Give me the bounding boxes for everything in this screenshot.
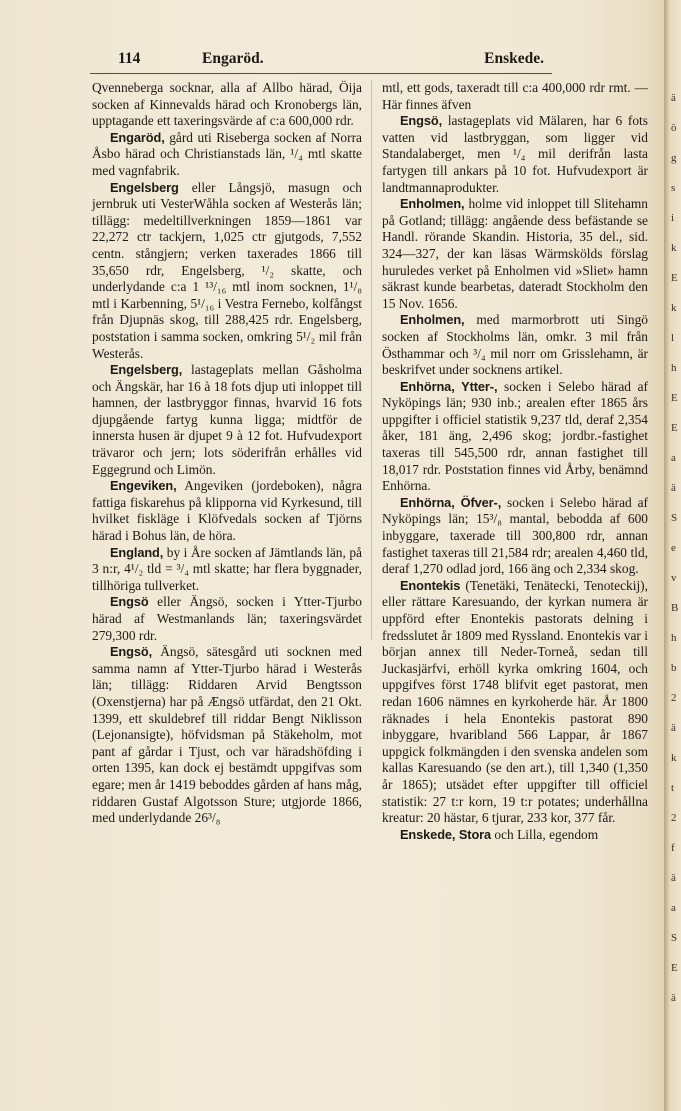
page-number: 114 <box>118 50 141 67</box>
entry-headword: Engsö, <box>400 113 443 129</box>
entry-text: socken i Selebo härad af Nyköpings län; 15³/₈ mantal, bebodda af 600 inbyggare, taxerade till 300,800 rdr, annan fastighet taxeras till 21,584 rdr; arealen 4,460 tld, deraf 1,270 odlad jord, 166 äng och 2,334 skog. <box>382 494 648 577</box>
entry-text: (Tenetäki, Tenätecki, Tenoteckij), eller rättare Karesuando, der kyrkan numera är uppförd efter Enontekis pastorats delning i fredsslutet år 1809 med Ryssland. Enontekis var i början annex till Neder-Torneå, sedan till Juckasjärfvi, erhöll kyrka omkring 1604, och uppgifves först 1748 blifvit eget pastorat, men redan 1606 nämnes en kyrkoherde här. År 1800 räknades i hela Enontekis pastorat 890 inbyggare, hvaribland 566 Lappar, år 1867 uppgick folkmängden i den svenska andelen som kallas Karesuando (se den art.), till 1,340 (1,350 år 1865); utsädet efter uppgifter till officiel statistik: 27 t:r korn, 19 t:r potates; underhållna kreatur: 20 hästar, 6 tjurar, 233 kor, 377 får. <box>382 577 648 826</box>
dictionary-entry <box>92 362 362 478</box>
edge-fragment: k <box>671 242 677 254</box>
edge-fragment: 2 <box>671 812 677 824</box>
entry-text: med marmorbrott uti Singö socken af Stockholms län, omkr. 3 mil från Östhammar och ³/₄ mil norr om Grisslehamn, är beskrifvet under socknens artikel. <box>382 312 648 378</box>
entry-headword: Enhörna, Ytter-, <box>400 378 498 394</box>
entry-headword: Enskede, Stora <box>400 826 492 842</box>
entry-text: mtl, ett gods, taxeradt till c:a 400,000 rdr rmt. — Här finnes äfven <box>382 80 648 112</box>
edge-fragment: s <box>671 182 676 194</box>
edge-fragment: f <box>671 842 675 854</box>
entry-headword: England, <box>110 544 164 560</box>
edge-fragment: E <box>671 272 678 284</box>
running-header <box>92 50 550 72</box>
entry-text: eller Ängsö, socken i Ytter-Tjurbo härad af Westmanlands län; taxeringsvärdet 279,300 rdr. <box>92 594 362 643</box>
left-column <box>92 80 362 827</box>
entry-text: lastageplats vid Mälaren, har 6 fots vatten vid lastbryggan, som ligger vid Standalaberget, men ¹/₄ mil derifrån lasta fartygen till ankars på 10 fot. Hufvudexport är landtmannaprodukter. <box>382 113 648 195</box>
dictionary-entry <box>92 594 362 644</box>
edge-fragment: b <box>671 662 677 674</box>
entry-headword: Enholmen, <box>400 196 465 212</box>
edge-fragment: ä <box>671 92 676 104</box>
edge-fragment: h <box>671 632 677 644</box>
dictionary-entry <box>92 180 362 363</box>
edge-fragment: ä <box>671 722 676 734</box>
entry-headword: Engaröd, <box>110 129 165 145</box>
entry-text: eller Långsjö, masugn och jernbruk uti VesterWåhla socken af Westerås län; tillägg: medeltillverkningen 1859—1861 var 22,272 ctr tackjern, 1,025 ctr gjutgods, 7,552 centn. stångjern; verken taxerades 1866 till 35,650 rdr, Engelsberg, ¹/₂ skatte, och underlydande c:a 1 ¹³/₁₆ mtl inom socknen, 1¹/₈ mtl i Karbenning, 5¹/₁₆ i Vestra Fernebo, kolfångst från Djupnäs skog, till 288,425 rdr. Engelsberg, poststation i samma socken, omkring 5¹/₂ mil från Westerås. <box>92 179 362 361</box>
dictionary-entry <box>382 495 648 578</box>
entry-headword: Engsö <box>110 594 149 610</box>
dictionary-entry <box>92 478 362 544</box>
edge-fragment: l <box>671 332 675 344</box>
edge-fragment: S <box>671 932 678 944</box>
dictionary-entry <box>382 196 648 312</box>
header-right-word: Enskede. <box>484 50 544 67</box>
dictionary-entry <box>382 312 648 378</box>
entry-headword: Engeviken, <box>110 478 177 494</box>
edge-fragment: h <box>671 362 677 374</box>
entry-headword: Enhörna, Öfver-, <box>400 494 502 510</box>
entry-headword: Engsö, <box>110 644 153 660</box>
dictionary-entry <box>92 130 362 180</box>
edge-fragment: k <box>671 752 677 764</box>
entry-text: holme vid inloppet till Slitehamn på Gotland; tillägg: angående dess befästande se Handl. rörande Skandin. Historia, 35 del., sid. 324—327, der kan läsas Wärmskölds förslag huruledes verket på Enholmen vid »Sliet» hamn säkrast kunde bearbetas, dateradt Stockholm den 15 Nov. 1656. <box>382 196 648 311</box>
edge-fragment: v <box>671 572 677 584</box>
entry-headword: Engelsberg <box>110 179 179 195</box>
dictionary-entry <box>382 578 648 827</box>
edge-fragment: E <box>671 422 678 434</box>
entry-text: socken i Selebo härad af Nyköpings län; 930 inb.; arealen efter 1865 års uppgifter i officiel statistik 9,237 tld, deraf 2,354 åker, 181 äng, 2,496 skog; jordbr.-fastighet taxeras till 545,500 rdr, annan fastighet till 18,017 rdr. Poststation finnes vid Årby, benämnd Enhörna. <box>382 378 648 494</box>
entry-text: och Lilla, egendom <box>491 826 599 842</box>
entry-text: Qvenneberga socknar, alla af Allbo härad, Öija socken af Kinnevalds härad och Kronobergs län, upptagande ett taxeringsvärde af c:a 600,000 rdr. <box>92 80 362 129</box>
entry-text: Angeviken (jordeboken), några fattiga fiskarehus på klipporna vid Kyrkesund, till hvilket fiskläge i Klöfvedals socken af Tjörns härad i Bohus län, de höra. <box>92 478 362 544</box>
edge-fragment: 2 <box>671 692 677 704</box>
entry-text: gård uti Riseberga socken af Norra Åsbo härad och Christianstads län, ¹/₄ mtl skatte med vagnfabrik. <box>92 129 362 178</box>
entry-headword: Enholmen, <box>400 312 465 328</box>
edge-fragment: i <box>671 212 675 224</box>
entry-headword: Engelsberg, <box>110 362 183 378</box>
edge-fragment: B <box>671 602 679 614</box>
dictionary-entry <box>382 827 648 844</box>
edge-fragment: ä <box>671 482 676 494</box>
header-left-word: Engaröd. <box>202 50 264 67</box>
dictionary-entry <box>92 80 362 130</box>
edge-fragment: E <box>671 392 678 404</box>
edge-fragment: a <box>671 902 676 914</box>
edge-fragment: g <box>671 152 677 164</box>
entry-text: lastageplats mellan Gåsholma och Ängskär, har 16 à 18 fots djup uti inloppet till hamnen, der lastbryggor finnas, hvarvid 16 fots djupgående fartyg kunna ligga; midtför de innersta husen är djupet 9 à 12 fot. Hufvudexport trävaror och jern; lots söderifrån erhålles vid Eggegrund och Limön. <box>92 362 362 477</box>
right-column <box>382 80 648 843</box>
header-rule <box>90 73 552 74</box>
dictionary-entry <box>382 379 648 495</box>
edge-fragment: k <box>671 302 677 314</box>
edge-fragment: S <box>671 512 678 524</box>
edge-fragment: E <box>671 962 678 974</box>
edge-fragment: e <box>671 542 676 554</box>
entry-headword: Enontekis <box>400 577 461 593</box>
edge-fragment: t <box>671 782 675 794</box>
column-divider <box>371 80 372 640</box>
edge-fragment: ä <box>671 992 676 1004</box>
entry-text: by i Åre socken af Jämtlands län, på 3 n:r, 4¹/₂ tld = ³/₄ mtl skatte; har flera byggnader, tillhöriga tullverket. <box>92 544 362 593</box>
adjacent-page-edge <box>664 0 681 1111</box>
edge-fragment: ä <box>671 872 676 884</box>
dictionary-entry <box>92 545 362 595</box>
entry-text: Ängsö, sätesgård uti socknen med samma namn af Ytter-Tjurbo härad i Westerås län; tillägg: Riddaren Arvid Bengtsson (Oxenstjerna) har på Ængsö utfärdat, den 21 Okt. 1399, ett skuldebref till riddar Bengt Niklisson (Lejonansigte), höfvidsman på Stäkeholm, mot pant af gårdar i Tjust, och var häradshöfding i orten 1395, kan dock ej bestämdt uppgifvas som egare; men år 1419 beboddes gården af hans måg, riddaren Gustaf Algotsson Sture; utgjorde 1866, med underlydande 26³/₈ <box>92 644 362 826</box>
edge-fragment: ö <box>671 122 677 134</box>
dictionary-entry <box>92 644 362 827</box>
dictionary-entry <box>382 113 648 196</box>
dictionary-entry <box>382 80 648 113</box>
edge-fragment: a <box>671 452 676 464</box>
